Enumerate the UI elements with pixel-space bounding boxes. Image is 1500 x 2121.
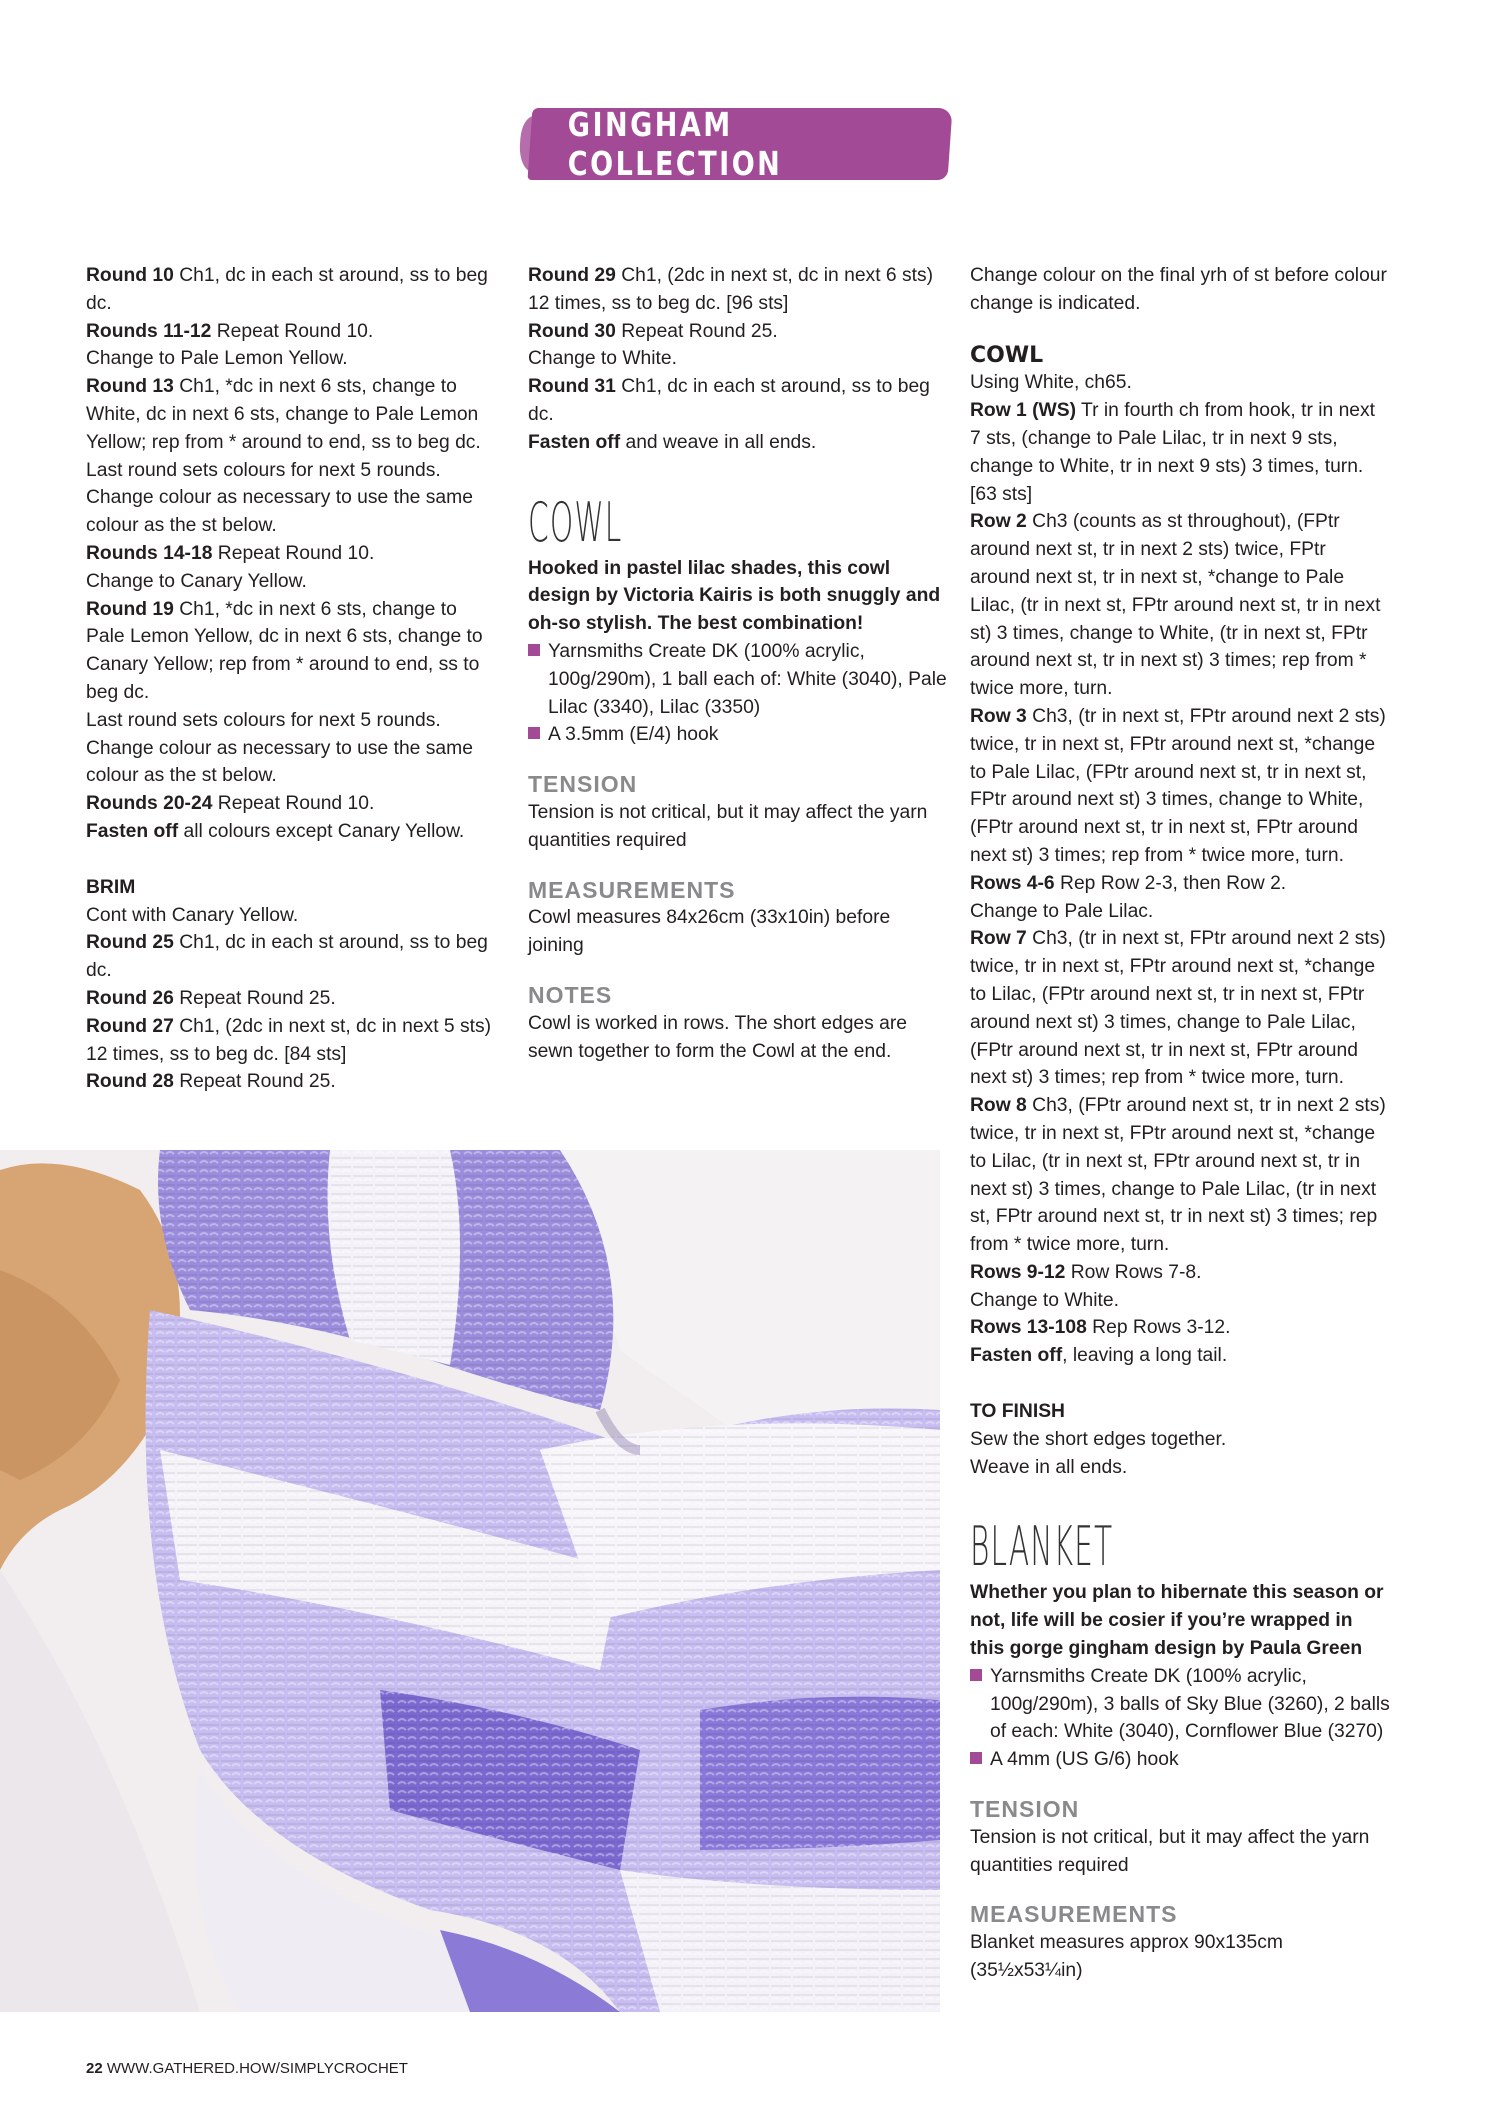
- page-footer: [86, 2060, 408, 2077]
- finish-heading: TO FINISH: [970, 1401, 1065, 1423]
- measurements-heading: MEASUREMENTS: [970, 1901, 1178, 1928]
- pattern-step: Round 31 Ch1, dc in each st around, ss to beg dc.: [528, 376, 930, 425]
- pattern-step: Round 13 Ch1, *dc in next 6 sts, change to White, dc in next 6 sts, change to Pale Lemon Yellow; rep from * around to end, ss to beg dc.: [86, 376, 481, 453]
- pattern-step: Row 3 Ch3, (tr in next st, FPtr around next 2 sts) twice, tr in next st, FPtr around next st, *change to Pale Lilac, (FPtr around next st, tr in next st, FPtr around next st) 3 times, change to White, (FPtr around next st, tr in next st, FPtr around next st) 3 times; rep from * twice more, turn.: [970, 705, 1386, 866]
- finish-step: Weave in all ends.: [970, 1456, 1128, 1478]
- tension-heading: TENSION: [970, 1796, 1080, 1823]
- pattern-step: Rows 4-6 Rep Row 2-3, then Row 2.: [970, 872, 1287, 894]
- notes-heading: NOTES: [528, 981, 613, 1008]
- measurements-heading: MEASUREMENTS: [528, 876, 736, 903]
- pattern-note: Change to Pale Lemon Yellow.: [86, 348, 348, 370]
- square-bullet-icon: [528, 644, 540, 656]
- pattern-note: Using White, ch65.: [970, 372, 1132, 394]
- cowl-photo: [0, 1150, 940, 2012]
- pattern-note: Change to White.: [970, 1289, 1119, 1311]
- pattern-note: Change to White.: [528, 348, 677, 370]
- footer-url[interactable]: WWW.GATHERED.HOW/SIMPLYCROCHET: [106, 2060, 408, 2077]
- cowl-heading: COWL: [970, 342, 1044, 368]
- cowl-title: COWL: [528, 490, 623, 554]
- pattern-step: Fasten off, leaving a long tail.: [970, 1345, 1228, 1367]
- pattern-step: Fasten off all colours except Canary Yellow.: [86, 820, 465, 842]
- column-right: [970, 262, 1390, 1985]
- pattern-note: Change colour as necessary to use the same colour as the st below.: [86, 737, 473, 787]
- pattern-note: Last round sets colours for next 5 rounds.: [86, 459, 441, 481]
- pattern-step: Round 27 Ch1, (2dc in next st, dc in next 5 sts) 12 times, ss to beg dc. [84 sts]: [86, 1015, 492, 1065]
- tension-text: Tension is not critical, but it may affect the yarn quantities required: [528, 801, 928, 851]
- measurements-text: Blanket measures approx 90x135cm (35½x53¼in): [970, 1932, 1283, 1982]
- materials-yarn: Yarnsmiths Create DK (100% acrylic, 100g/290m), 1 ball each of: White (3040), Pale Lilac (3340), Lilac (3350): [528, 638, 948, 721]
- pattern-note: Change to Pale Lilac.: [970, 900, 1154, 922]
- blanket-intro: Whether you plan to hibernate this season or not, life will be cosier if you’re wrapped in this gorge gingham design by Paula Green: [970, 1582, 1384, 1660]
- pattern-step: Row 7 Ch3, (tr in next st, FPtr around next 2 sts) twice, tr in next st, FPtr around next st, *change to Lilac, (FPtr around next st, tr in next st, FPtr around next st) 3 times, change to Pale Lilac, (FPtr around next st, tr in next st, FPtr around next st) 3 times; rep from * twice more, turn.: [970, 928, 1386, 1089]
- notes-text: Cowl is worked in rows. The short edges are sewn together to form the Cowl at the end.: [528, 1012, 908, 1062]
- pattern-step: Row 1 (WS) Tr in fourth ch from hook, tr in next 7 sts, (change to Pale Lilac, tr in next 9 sts, change to White, tr in next 9 sts) 3 times, turn. [63 sts]: [970, 400, 1376, 505]
- blanket-title: BLANKET: [970, 1515, 1114, 1579]
- column-middle: [528, 262, 948, 1065]
- pattern-step: Round 25 Ch1, dc in each st around, ss to beg dc.: [86, 932, 488, 982]
- brim-heading: BRIM: [86, 876, 136, 898]
- pattern-step: Rounds 14-18 Repeat Round 10.: [86, 542, 375, 564]
- pattern-step: Round 10 Ch1, dc in each st around, ss to beg dc.: [86, 265, 488, 314]
- page-number: 22: [86, 2060, 103, 2077]
- materials-hook: A 3.5mm (E/4) hook: [528, 721, 948, 749]
- square-bullet-icon: [528, 727, 540, 739]
- pattern-step: Round 30 Repeat Round 25.: [528, 320, 778, 342]
- pattern-step: Round 28 Repeat Round 25.: [86, 1071, 336, 1093]
- section-banner: [530, 105, 950, 183]
- pattern-step: Round 19 Ch1, *dc in next 6 sts, change to Pale Lemon Yellow, dc in next 6 sts, change to Canary Yellow; rep from * around to end, ss to beg dc.: [86, 598, 483, 703]
- square-bullet-icon: [970, 1669, 982, 1681]
- materials-hook: A 4mm (US G/6) hook: [970, 1746, 1390, 1774]
- pattern-step: Fasten off and weave in all ends.: [528, 431, 817, 453]
- pattern-note: Change colour as necessary to use the same colour as the st below.: [86, 487, 473, 537]
- column-left: [86, 262, 496, 1096]
- pattern-step: Round 26 Repeat Round 25.: [86, 987, 336, 1009]
- pattern-step: Rounds 11-12 Repeat Round 10.: [86, 320, 374, 342]
- tension-heading: TENSION: [528, 771, 638, 798]
- materials-yarn: Yarnsmiths Create DK (100% acrylic, 100g/290m), 3 balls of Sky Blue (3260), 2 balls of each: White (3040), Cornflower Blue (3270): [970, 1663, 1390, 1746]
- pattern-step: Rows 9-12 Row Rows 7-8.: [970, 1261, 1202, 1283]
- tension-text: Tension is not critical, but it may affect the yarn quantities required: [970, 1826, 1370, 1876]
- pattern-step: Rounds 20-24 Repeat Round 10.: [86, 793, 375, 815]
- pattern-note: Last round sets colours for next 5 rounds.: [86, 709, 441, 731]
- finish-step: Sew the short edges together.: [970, 1428, 1227, 1450]
- pattern-step: Row 2 Ch3 (counts as st throughout), (FPtr around next st, tr in next 2 sts) twice, FPtr around next st, tr in next st, *change to Pale Lilac, (tr in next st, FPtr around next st, tr in next st) 3 times, change to White, (tr in next st, FPtr around next st, tr in next st) 3 times; rep from * twice more, turn.: [970, 511, 1381, 700]
- cowl-intro: Hooked in pastel lilac shades, this cowl design by Victoria Kairis is both snuggly and oh-so stylish. The best combination!: [528, 557, 941, 635]
- pattern-note: Cont with Canary Yellow.: [86, 904, 299, 926]
- pattern-note: Change to Canary Yellow.: [86, 570, 307, 592]
- cowl-illustration: [0, 1150, 940, 2012]
- pattern-step: Row 8 Ch3, (FPtr around next st, tr in next 2 sts) twice, tr in next st, FPtr around next st, *change to Lilac, (tr in next st, FPtr around next st, tr in next st) 3 times, change to Pale Lilac, (tr in next st, FPtr around next st, tr in next st) 3 times; rep from * twice more, turn.: [970, 1095, 1386, 1256]
- pattern-note: Change colour on the final yrh of st before colour change is indicated.: [970, 265, 1387, 314]
- banner-title: GINGHAM COLLECTION: [567, 105, 783, 183]
- measurements-text: Cowl measures 84x26cm (33x10in) before joining: [528, 907, 891, 957]
- pattern-step: Round 29 Ch1, (2dc in next st, dc in next 6 sts) 12 times, ss to beg dc. [96 sts]: [528, 265, 934, 314]
- pattern-step: Rows 13-108 Rep Rows 3-12.: [970, 1317, 1231, 1339]
- square-bullet-icon: [970, 1752, 982, 1764]
